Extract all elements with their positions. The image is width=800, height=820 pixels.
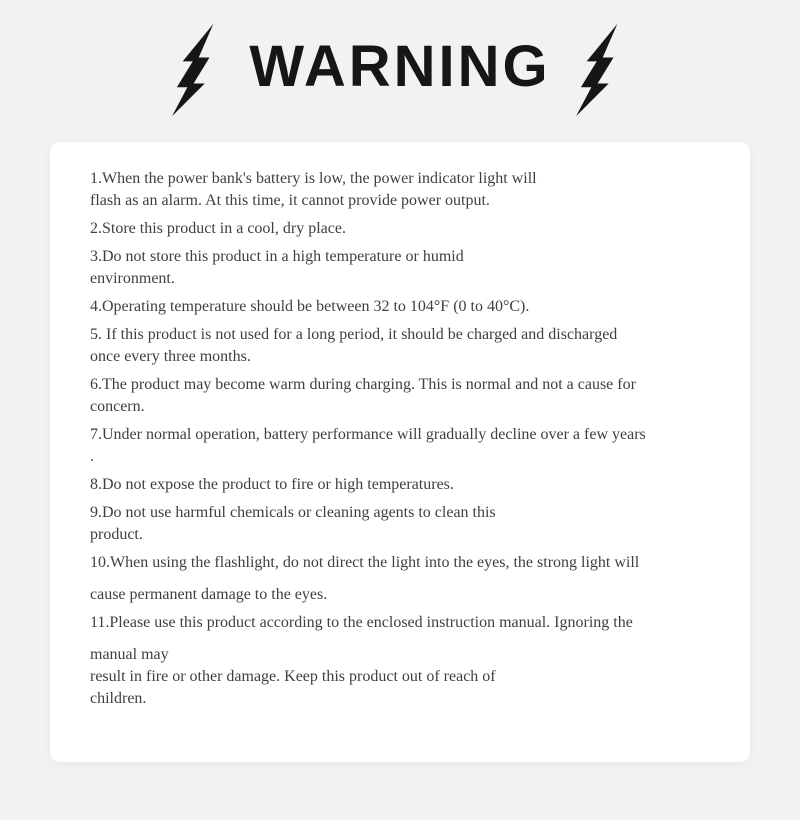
warning-line: 3.Do not store this product in a high temperature or humid <box>90 248 464 265</box>
warning-line: 4.Operating temperature should be between 32 to 104°F (0 to 40°C). <box>90 298 530 315</box>
warning-line: 8.Do not expose the product to fire or high temperatures. <box>90 476 454 493</box>
warning-line: . <box>90 448 94 465</box>
warning-line: result in fire or other damage. Keep this product out of reach of <box>90 668 496 685</box>
warning-line: flash as an alarm. At this time, it cannot provide power output. <box>90 192 490 209</box>
lightning-bolt-icon <box>169 22 227 118</box>
warning-item-9 <box>90 502 716 546</box>
warning-line: concern. <box>90 398 145 415</box>
warning-item-7 <box>90 424 716 468</box>
warning-line: children. <box>90 690 147 707</box>
warning-item-2 <box>90 218 716 240</box>
warning-line: 9.Do not use harmful chemicals or cleaning agents to clean this <box>90 504 496 521</box>
warning-line: manual may <box>90 646 169 663</box>
warning-line: 6.The product may become warm during charging. This is normal and not a cause for <box>90 376 636 393</box>
warning-line: 11.Please use this product according to the enclosed instruction manual. Ignoring the <box>90 614 633 631</box>
warning-line: product. <box>90 526 143 543</box>
warning-line: cause permanent damage to the eyes. <box>90 586 328 603</box>
page-title: WARNING <box>249 34 551 99</box>
warning-line: 7.Under normal operation, battery performance will gradually decline over a few years <box>90 426 646 443</box>
warning-item-1 <box>90 168 716 212</box>
warning-item-5 <box>90 324 716 368</box>
warning-line: 10.When using the flashlight, do not direct the light into the eyes, the strong light will <box>90 554 640 571</box>
warning-line: 1.When the power bank's battery is low, the power indicator light will <box>90 170 537 187</box>
lightning-bolt-icon <box>573 22 631 118</box>
warning-item-3 <box>90 246 716 290</box>
warnings-card <box>50 142 750 762</box>
warning-line: 2.Store this product in a cool, dry place. <box>90 220 346 237</box>
warning-line: environment. <box>90 270 175 287</box>
warning-item-6 <box>90 374 716 418</box>
warning-item-8 <box>90 474 716 496</box>
warning-item-11 <box>90 612 716 710</box>
warning-line: once every three months. <box>90 348 251 365</box>
warning-item-10 <box>90 552 716 606</box>
warning-header <box>0 20 800 120</box>
warning-item-4 <box>90 296 716 318</box>
warning-line: 5. If this product is not used for a long period, it should be charged and discharged <box>90 326 618 343</box>
